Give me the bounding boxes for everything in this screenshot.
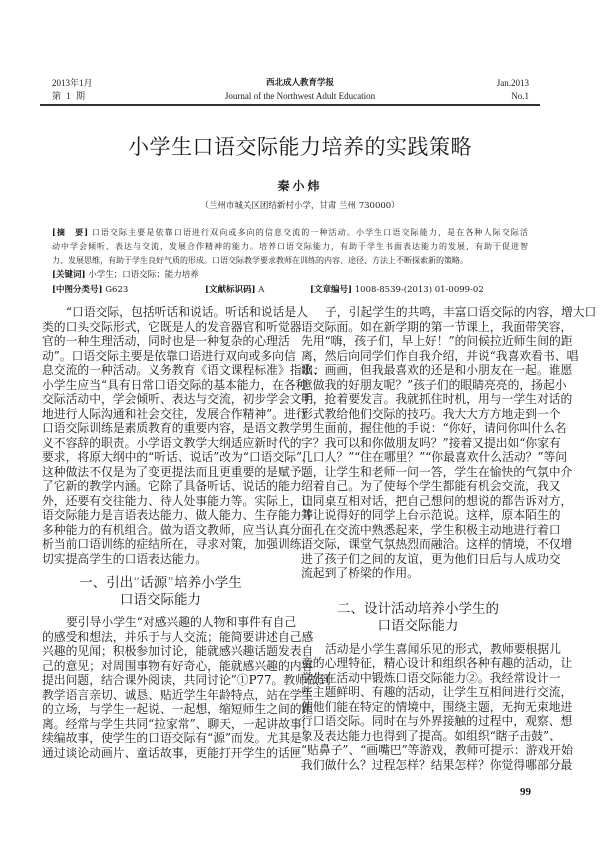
- clc-value: G623: [105, 285, 129, 295]
- abstract-line: [52, 227, 528, 238]
- text-line: 多种能力的有机组合。做为语文教师，应当认真分: [42, 522, 302, 537]
- text-line: 切实提高学生的口语表达能力。: [42, 551, 208, 566]
- section-heading-2-line2: 口语交际能力: [377, 617, 459, 634]
- text-line: 息交流的一种活动。义务教育《语文课程标准》指出：: [42, 363, 326, 377]
- text-line: 教学语言亲切、诚恳、贴近学生年龄特点，站在学生: [42, 687, 314, 702]
- article-number: [310, 285, 484, 296]
- section-heading-1: [42, 575, 279, 609]
- header-rule: [40, 104, 540, 106]
- text-line: 小学生应当“具有日常口语交际的基本能力，在各种: [42, 377, 308, 392]
- keywords-label: [关键词]: [52, 270, 86, 280]
- text-line: 了它新的教学内涵。它除了具备听话、说话的能力: [42, 479, 302, 493]
- text-line: 些主题鲜明、有趣的活动，让学生互相间进行交流，: [301, 685, 573, 699]
- text-line: 字？我可以和你做朋友吗？”接着又提出如“你家有: [301, 435, 561, 450]
- right-column: [301, 305, 597, 772]
- text-line: 要求，将原大纲中的“听话、说话”改为“口语交际”，: [42, 450, 314, 464]
- doc-code: [205, 285, 264, 296]
- text-line: 兴趣的见闻；积极参加讨论，能就感兴趣话题发表自: [42, 644, 314, 658]
- text-line: 几口人？”“住在哪里？”“你最喜欢什么活动？”等问: [301, 450, 568, 464]
- text-line: 流起到了桥梁的作用。: [301, 566, 419, 580]
- text-line: “贴鼻子”、“画嘴巴”等游戏，教师可提示：游戏开始: [301, 743, 573, 757]
- text-line: 这种做法不仅是为了变更提法而且更重要的是赋予: [42, 464, 302, 479]
- text-line: 面孔在交流中熟悉起来，学生积极主动地进行着口: [301, 522, 561, 537]
- abstract-label: [摘 要]: [52, 227, 89, 237]
- header-journal-cn: 西北成人教育学报: [265, 78, 334, 88]
- abstract-line: 力、发展思维，有助于学生良好气质的形成。口语交际教学要求教师在训练的内容、途径、方法上不断探索新的策略。: [52, 256, 468, 265]
- text-line: 提出问题，结合课外阅读，共同讨论”①P77。教师做到: [42, 673, 331, 687]
- text-line: “口语交际，包括听话和说话。听话和说话是人: [66, 305, 308, 319]
- article-affiliation: （兰州市城关区团结新村小学，甘肃 兰州 730000）: [200, 201, 400, 211]
- left-paragraph-1: [42, 305, 326, 566]
- text-line: 题，让学生和老师一问一答，学生在愉快的气氛中介: [301, 464, 573, 479]
- text-line: 先用“嗨，孩子们，早上好！”的问候拉近师生间的距: [301, 334, 573, 348]
- section-heading-1-line2: 口语交际能力: [120, 592, 201, 608]
- article-number-value: 1008-8539-(2013) 01-0099-02: [354, 285, 484, 295]
- text-line: 语交际能力是言语表达能力、做人能力、生存能力等: [42, 508, 314, 522]
- header-date-en: Jan.2013: [496, 78, 529, 88]
- text-line: 析当前口语训练的症结所在，寻求对策，加强训练，: [42, 537, 314, 551]
- header-date-cn: 2013年1月: [52, 78, 93, 88]
- text-line: 使他们能在特定的情境中，围绕主题，无拘无束地进: [301, 699, 573, 714]
- text-line: 官的一种生理活动，同时也是一种复杂的心理活: [42, 334, 290, 348]
- text-line: 的立场，与学生一起说、一起想，缩短师生之间的距: [42, 702, 314, 716]
- left-column: [42, 305, 331, 760]
- text-line: 象及表达能力也得到了提高。如组织“瞎子击鼓”、: [301, 728, 561, 743]
- text-line: 学生在活动中锻炼口语交际能力②。我经常设计一: [301, 670, 561, 685]
- text-line: 地进行人际沟通和社会交往，发展合作精神”。进行: [42, 406, 308, 421]
- clc-label: [中图分类号]: [52, 285, 103, 295]
- text-line: 我们做什么？过程怎样？结果怎样？你觉得哪部分最: [301, 757, 573, 772]
- keywords: [52, 270, 199, 281]
- article-author: 秦小炜: [277, 179, 323, 193]
- text-line: 让同桌互相对话，把自己想问的想说的都告诉对方，: [301, 493, 573, 508]
- text-line: 外，还要有交往能力、待人处事能力等。实际上，口: [42, 493, 314, 508]
- page-number: 99: [520, 786, 531, 798]
- clc-number: [52, 285, 128, 296]
- text-line: 形式教给他们交际的技巧。我大大方方地走到一个: [301, 406, 561, 421]
- text-line: 活动是小学生喜闻乐见的形式，教师要根据儿: [325, 641, 561, 656]
- text-line: 行口语交际。同时在与外界接触的过程中，观察、想: [301, 714, 573, 728]
- right-paragraph-2: [301, 641, 573, 773]
- text-line: 交际活动中，学会倾听、表达与交流，初步学会文明: [42, 392, 314, 406]
- doc-code-value: A: [258, 285, 265, 295]
- text-line: 并让说得好的同学上台示范说。这样，原本陌生的: [301, 508, 561, 522]
- text-line: 离，然后向同学们作自我介绍，并说“我喜欢看书、唱: [301, 348, 579, 363]
- text-line: 类的口头交际形式，它既是人的发音器官和听觉器: [42, 319, 302, 334]
- keywords-value: 小学生；口语交际；能力培养: [88, 270, 199, 280]
- text-line: 己的意见；对周围事物有好奇心，能就感兴趣的内容: [42, 658, 314, 673]
- section-heading-2-line1: 二、设计活动培养小学生的: [337, 600, 499, 617]
- header-issue-cn: 第 1 期: [52, 91, 86, 101]
- article-number-label: [文章编号]: [310, 285, 353, 295]
- text-line: 男生面前，握住他的手说：“你好，请问你叫什么名: [301, 421, 567, 435]
- section-heading-2: [301, 601, 535, 635]
- text-line: 口语交际训练是素质教育的重要内容，是语文教学: [42, 421, 302, 435]
- text-line: 子，引起学生的共鸣，丰富口语交际的内容，增大口: [325, 305, 597, 319]
- header-journal-en: Journal of the Northwest Adult Education: [224, 91, 376, 101]
- text-line: 续编故事，使学生的口语交际有“源”而发。尤其是: [42, 731, 302, 745]
- text-line: 童的心理特征，精心设计和组织各种有趣的活动，让: [301, 656, 573, 670]
- left-paragraph-2: [42, 615, 331, 760]
- doc-code-label: [文献标识码]: [205, 285, 256, 295]
- text-line: 动”。口语交际主要是依靠口语进行双向或多向信: [42, 348, 296, 363]
- text-line: 离。经常与学生共同“拉家常”、聊天，一起讲故事，: [42, 716, 314, 731]
- abstract-text: 口语交际主要是依靠口语进行双向或多向的信息交流的一种活动。小学生口语交际能力，是在各种人际交际活: [91, 228, 528, 237]
- abstract-line: 动中学会倾听、表达与交流，发展合作精神的能力。培养口语交际能力，有助于学生书面表达能力的发展，有助于促进智: [52, 242, 528, 251]
- text-line: 意做我的好朋友呢？”孩子们的眼睛亮亮的，扬起小: [301, 377, 567, 392]
- right-paragraph-1: [301, 305, 597, 581]
- text-line: 绍着自己。为了使每个学生都能有机会交流，我又: [301, 479, 561, 493]
- text-line: 通过谈论动画片、童话故事，更能打开学生的话匣: [42, 745, 302, 760]
- text-line: 手，抢着要发言。我就抓住时机，用与一学生对话的: [301, 392, 573, 406]
- text-line: 语交际面。如在新学期的第一节课上，我面带笑容，: [301, 319, 573, 334]
- text-line: 歌、画画，但我最喜欢的还是和小朋友在一起。谁愿: [301, 363, 573, 377]
- text-line: 义不容辞的职责。小学语文教学大纲适应新时代的: [42, 435, 302, 450]
- text-line: 进了孩子们之间的友谊，更为他们日后与人成功交: [301, 551, 561, 566]
- text-line: 语交际，课堂气氛热烈而融洽。这样的情境，不仅增: [301, 537, 573, 551]
- section-heading-1-line1: 一、引出“话源”培养小学生: [79, 575, 242, 591]
- header-issue-en: No.1: [511, 91, 529, 101]
- text-line: 的感受和想法，并乐于与人交流；能简要讲述自己感: [42, 629, 314, 644]
- article-title: 小学生口语交际能力培养的实践策略: [128, 135, 472, 159]
- text-line: 要引导小学生“对感兴趣的人物和事件有自己: [66, 615, 297, 629]
